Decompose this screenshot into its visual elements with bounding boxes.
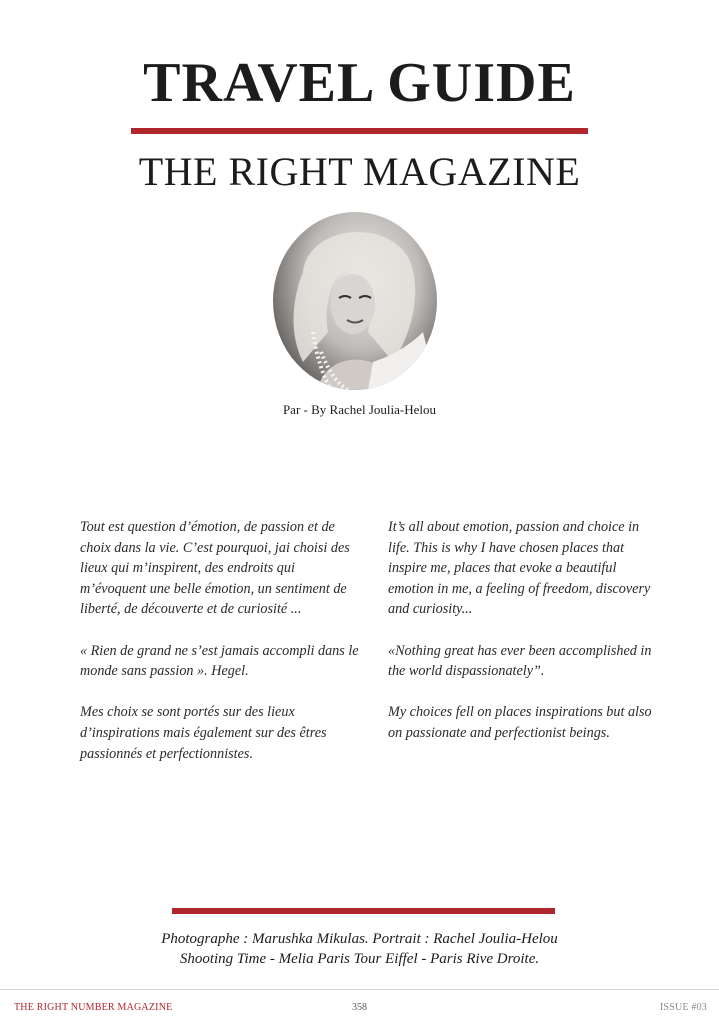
french-paragraph-3: Mes choix se sont portés sur des lieux d’inspirations mais également sur des êtres passionnés et perfectionnistes. <box>80 704 327 762</box>
footer-divider <box>0 989 719 990</box>
french-paragraph-2: « Rien de grand ne s’est jamais accompli dans le monde sans passion ». Hegel. <box>80 642 359 680</box>
photo-credits <box>0 929 719 969</box>
magazine-subtitle: THE RIGHT MAGAZINE <box>138 149 581 194</box>
author-byline: Par - By Rachel Joulia-Helou <box>282 402 437 417</box>
page-title: TRAVEL GUIDE <box>143 52 576 114</box>
credits-line-1: Photographe : Marushka Mikulas. Portrait : Rachel Joulia-Helou <box>161 931 558 947</box>
french-column <box>80 517 360 785</box>
english-column <box>388 517 663 764</box>
credits-line-2: Shooting Time - Melia Paris Tour Eiffel - Paris Rive Droite. <box>179 951 540 967</box>
english-paragraph-3: My choices fell on places inspirations but also on passionate and perfectionist beings. <box>388 704 652 741</box>
bottom-divider <box>172 908 555 914</box>
page-number: 358 <box>352 1002 367 1013</box>
portrait-illustration <box>273 212 437 390</box>
english-paragraph-1: It’s all about emotion, passion and choice in life. This is why I have chosen places that inspire me, places that evoke a beautiful emotion in me, a feeling of freedom, discovery and curiosity... <box>388 519 651 618</box>
portrait-photo <box>273 212 437 390</box>
french-paragraph-1: Tout est question d’émotion, de passion et de choix dans la vie. C’est pourquoi, jai choisi des lieux qui m’inspirent, des endroits qui m’évoquent une belle émotion, un sentiment de liberté, de découverte et de curiosité ... <box>80 519 350 618</box>
english-paragraph-2: «Nothing great has ever been accomplished in the world dispassionately”. <box>388 642 652 680</box>
issue-number: ISSUE #03 <box>659 1002 707 1013</box>
top-divider <box>131 128 588 134</box>
footer-magazine-name: THE RIGHT NUMBER MAGAZINE <box>14 1002 173 1013</box>
